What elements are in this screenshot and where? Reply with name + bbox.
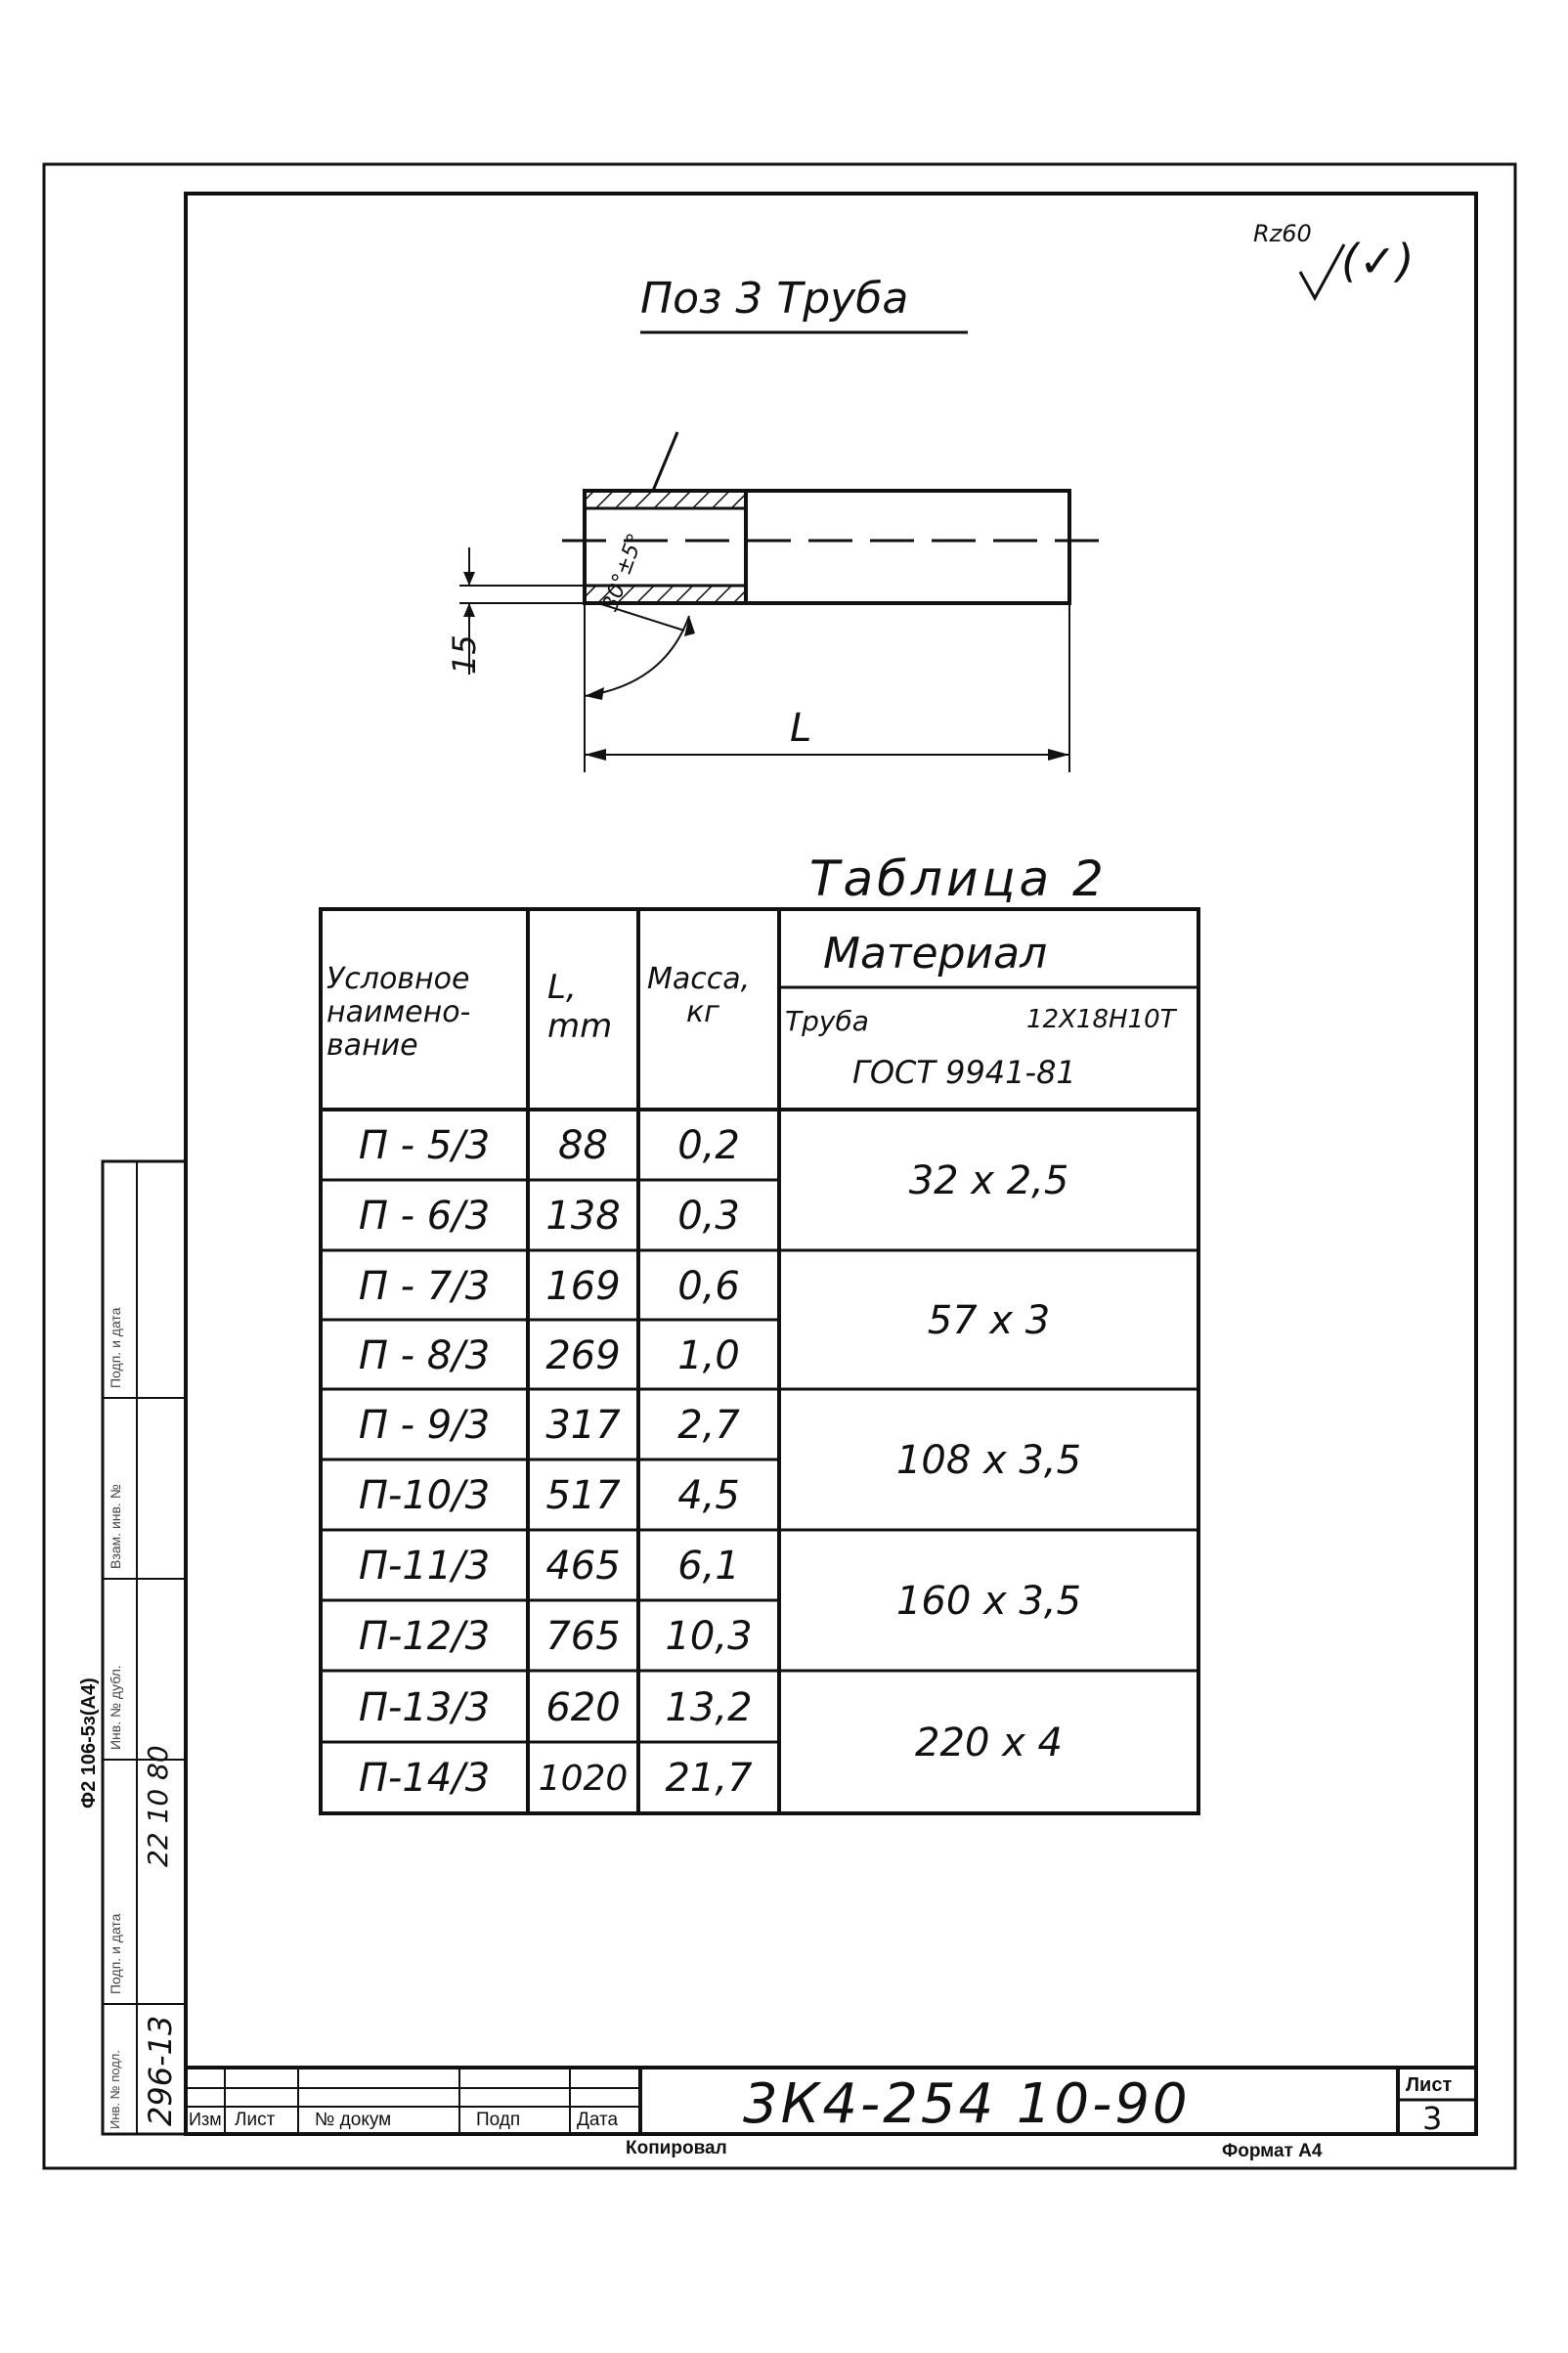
row-name: П-10/3 <box>358 1473 491 1518</box>
column-list: Лист <box>235 2110 276 2130</box>
side-label-inv-dubl: Инв. № дубл. <box>108 1665 123 1750</box>
handwritten-date: 22 10 80 <box>142 1745 174 1867</box>
length-dimension: L <box>790 706 812 751</box>
wall-dimension: 15 <box>446 634 483 675</box>
header-name <box>327 963 470 1063</box>
header-material-grade: 12Х18Н10Т <box>1026 1005 1176 1034</box>
row-name: П - 9/3 <box>358 1403 491 1448</box>
row-name: П - 6/3 <box>358 1194 491 1239</box>
chamfer-dimension: 30°±5° <box>598 530 649 615</box>
row-length: 88 <box>558 1123 608 1168</box>
side-label-inv-podl: Инв. № подл. <box>108 2050 122 2129</box>
side-label-podp-data: Подп. и дата <box>108 1307 123 1388</box>
column-date: Дата <box>577 2110 619 2130</box>
form-label: Ф2 106-5з(А4) <box>78 1678 100 1808</box>
row-mass: 2,7 <box>677 1403 740 1448</box>
header-mass-line2: кг <box>686 995 719 1029</box>
row-length: 620 <box>545 1684 621 1730</box>
row-length: 765 <box>545 1614 621 1659</box>
sheet-label: Лист <box>1406 2074 1453 2096</box>
row-length: 317 <box>545 1403 621 1448</box>
header-length <box>547 968 612 1046</box>
row-name: П - 5/3 <box>358 1123 491 1168</box>
row-mass: 1,0 <box>677 1332 740 1378</box>
row-length: 517 <box>545 1473 621 1518</box>
header-mass-line1: Масса, <box>647 962 751 996</box>
page-title: Поз 3 Труба <box>640 274 909 324</box>
copied-label: Копировал <box>626 2138 727 2158</box>
header-name-line2: наимено- <box>327 995 471 1029</box>
row-mass: 4,5 <box>677 1473 740 1518</box>
material-cell: 57 х 3 <box>927 1298 1051 1343</box>
table-caption: Таблица 2 <box>809 850 1108 907</box>
row-mass: 21,7 <box>665 1756 753 1801</box>
roughness-extra: (✓) <box>1341 235 1415 287</box>
row-mass: 0,2 <box>677 1123 740 1168</box>
row-name: П - 7/3 <box>358 1263 491 1309</box>
row-name: П-11/3 <box>358 1544 491 1589</box>
row-name: П-14/3 <box>358 1756 491 1801</box>
row-name: П-12/3 <box>358 1614 491 1659</box>
material-cell: 220 х 4 <box>915 1720 1063 1765</box>
material-cell: 160 х 3,5 <box>895 1579 1082 1624</box>
header-material: Материал <box>823 929 1048 979</box>
row-length: 465 <box>545 1544 621 1589</box>
row-length: 269 <box>545 1332 621 1378</box>
row-mass: 0,6 <box>677 1263 740 1309</box>
side-label-podp-data-2: Подп. и дата <box>108 1913 123 1994</box>
document-designation: 3К4-254 10-90 <box>743 2072 1191 2136</box>
material-cell: 108 х 3,5 <box>895 1438 1082 1483</box>
header-name-line1: Условное <box>327 962 470 996</box>
row-length: 169 <box>545 1263 621 1309</box>
header-length-line2: mm <box>547 1007 613 1046</box>
row-mass: 10,3 <box>665 1614 753 1659</box>
material-cell: 32 х 2,5 <box>908 1158 1069 1203</box>
header-name-line3: вание <box>327 1028 418 1063</box>
row-length: 138 <box>545 1194 621 1239</box>
row-mass: 0,3 <box>677 1194 740 1239</box>
row-name: П - 8/3 <box>358 1332 491 1378</box>
column-signature: Подп <box>476 2110 521 2130</box>
column-document: № докум <box>315 2110 392 2130</box>
pipe-drawing <box>459 432 1100 772</box>
row-mass: 13,2 <box>665 1684 753 1730</box>
side-label-vzam: Взам. инв. № <box>108 1484 123 1569</box>
column-izm: Изм <box>189 2110 222 2129</box>
roughness-symbol <box>1300 244 1344 298</box>
header-material-type: Труба <box>785 1005 869 1037</box>
row-length: 1020 <box>538 1758 629 1799</box>
header-length-line1: L, <box>547 968 577 1007</box>
header-mass <box>647 963 750 1029</box>
roughness-label: Rz60 <box>1253 220 1312 247</box>
header-material-standard: ГОСТ 9941-81 <box>852 1054 1076 1091</box>
sheet-number: 3 <box>1422 2100 1443 2137</box>
inventory-number: 296-13 <box>142 2015 179 2126</box>
format-label: Формат А4 <box>1222 2141 1323 2161</box>
row-name: П-13/3 <box>358 1684 491 1730</box>
row-mass: 6,1 <box>677 1544 740 1589</box>
